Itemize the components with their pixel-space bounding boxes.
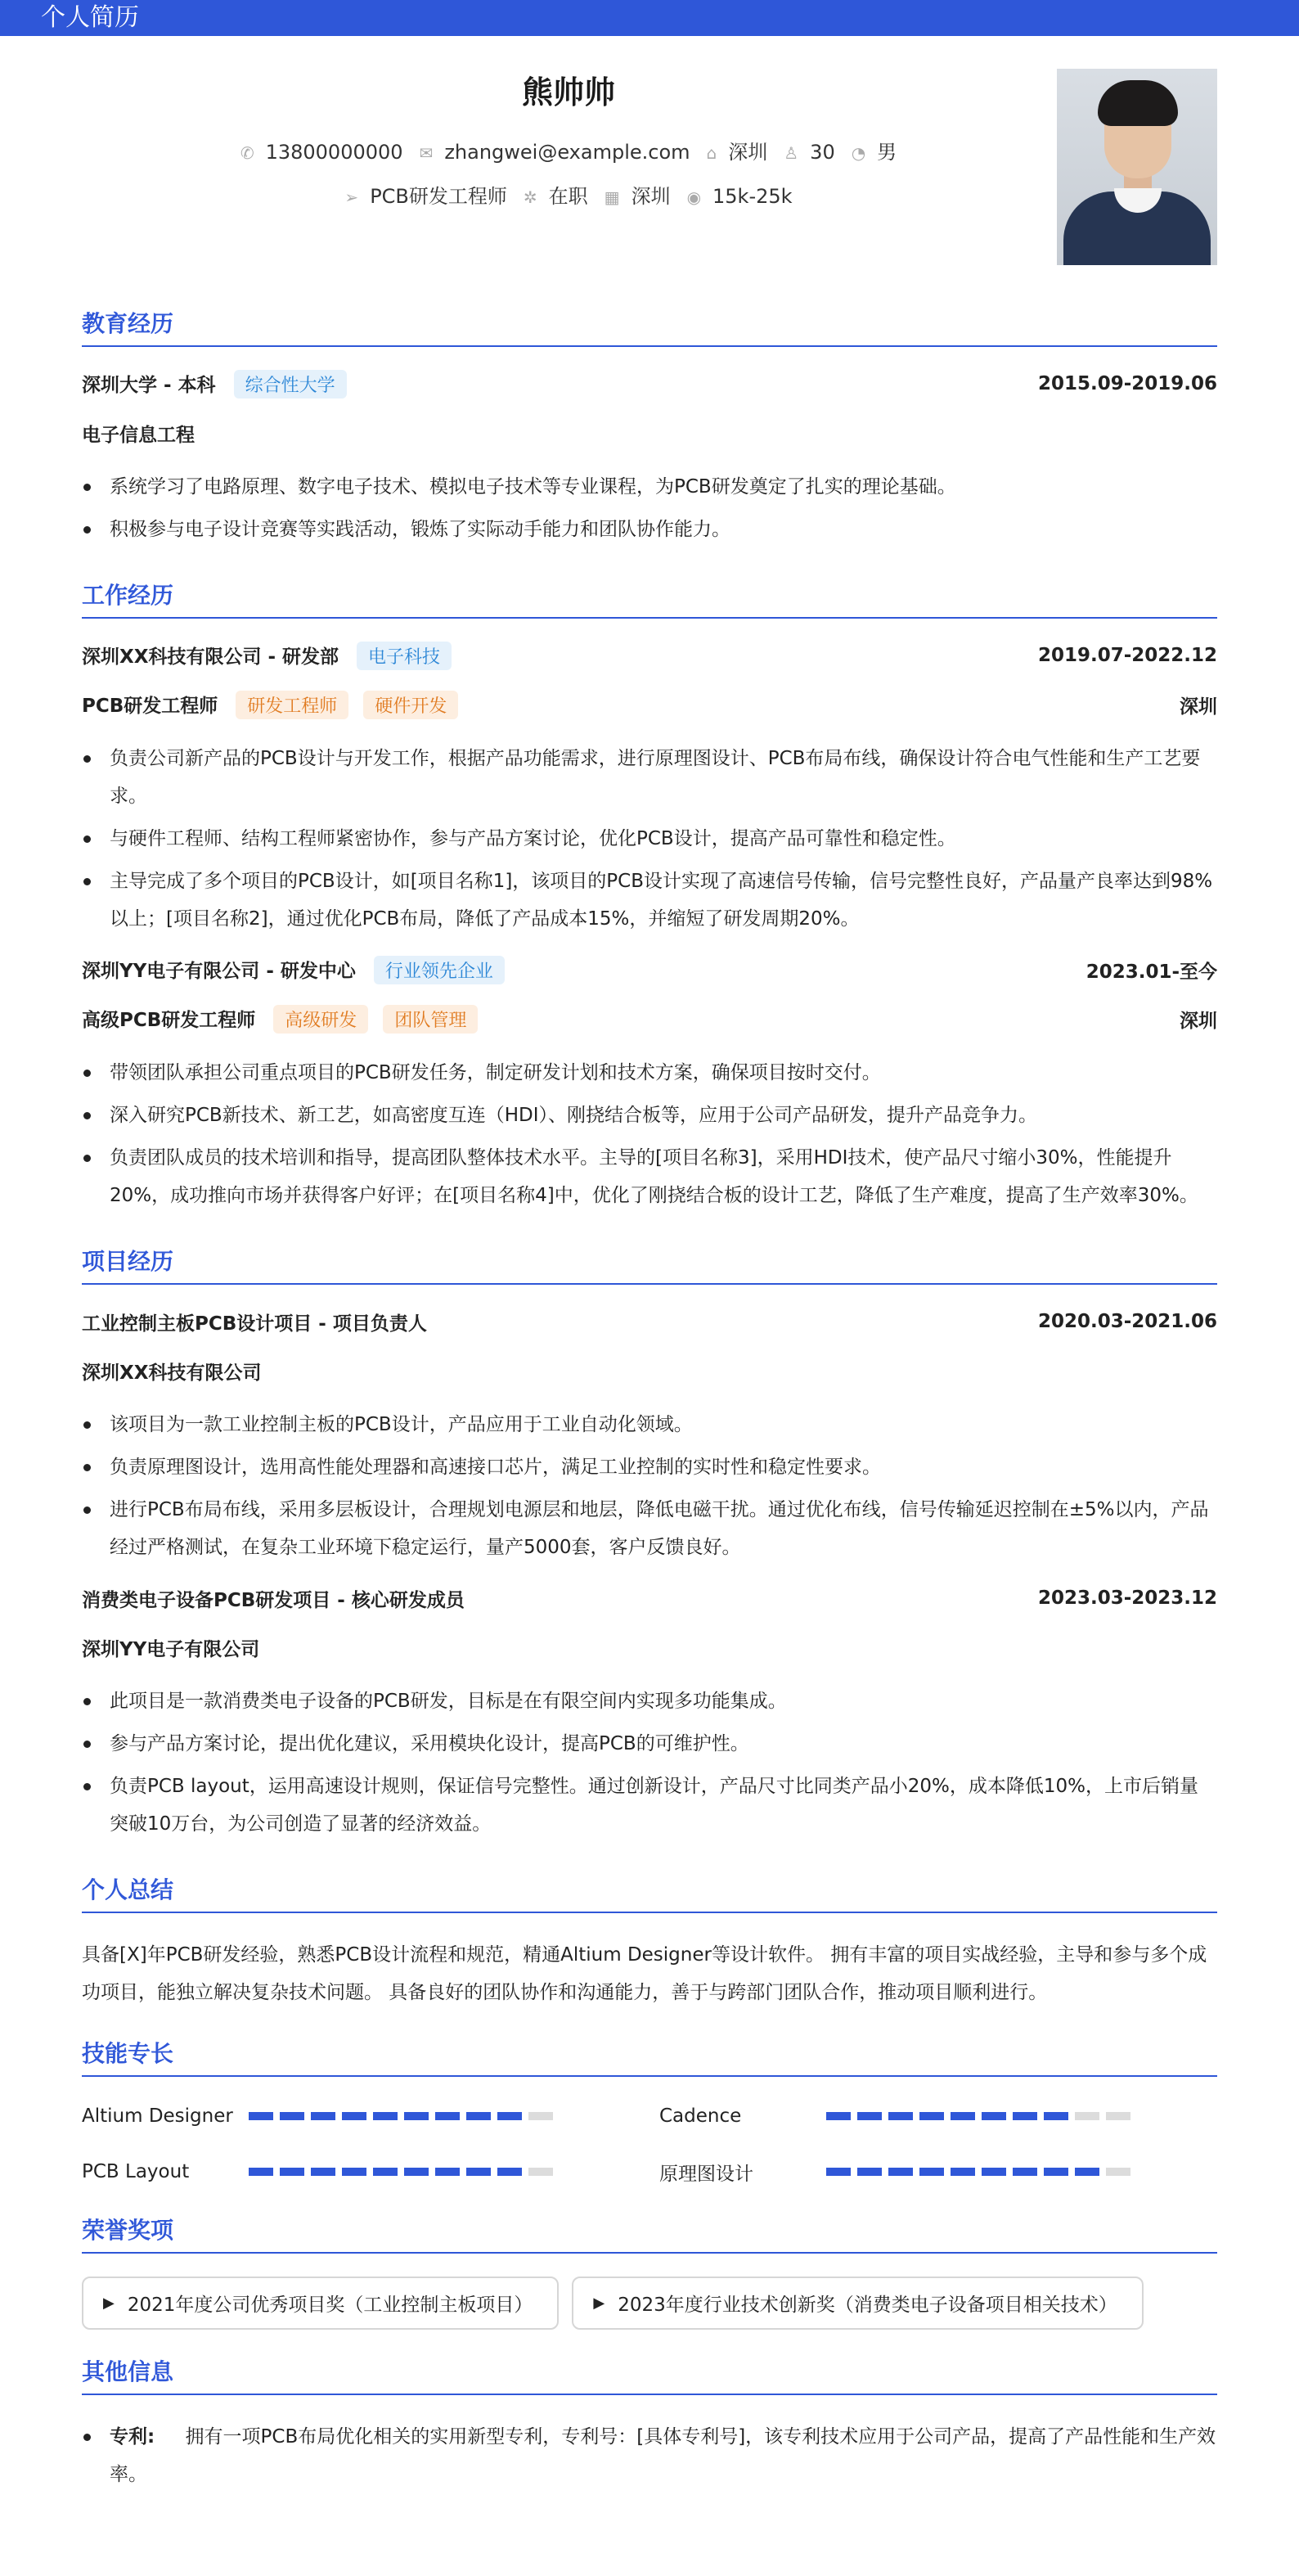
gender-icon: ◔: [851, 143, 866, 163]
school-tag: 综合性大学: [234, 370, 347, 399]
job-duties-list: [82, 1054, 1217, 1214]
info-item: [240, 141, 403, 164]
skill-name: Altium Designer: [82, 2105, 233, 2127]
skill-item: [82, 2100, 659, 2132]
skill-level-bar: [249, 2112, 553, 2120]
info-text: 30: [810, 141, 835, 164]
job-city: 深圳: [1180, 696, 1217, 718]
skill-item: [659, 2100, 1217, 2132]
projects-section: [82, 1244, 1217, 1843]
skill-segment: [497, 2168, 522, 2176]
skill-segment: [888, 2112, 913, 2120]
skill-segment: [1013, 2168, 1037, 2176]
patent-text: 拥有一项PCB布局优化相关的实用新型专利，专利号：[具体专利号]，该专利技术应用于公司产品，提高了产品性能和生产效率。: [110, 2426, 1216, 2485]
send-icon: ➢: [344, 187, 359, 207]
info-item: [524, 180, 588, 209]
section-title: 荣誉奖项: [82, 2213, 1217, 2254]
info-item: [420, 141, 690, 164]
skill-segment: [466, 2112, 491, 2120]
job-position-row: [82, 1005, 1217, 1033]
list-item: 负责公司新产品的PCB设计与开发工作，根据产品功能需求，进行原理图设计、PCB布局布线，确保设计符合电气性能和生产工艺要求。: [82, 740, 1217, 815]
skill-segment: [435, 2112, 460, 2120]
info-item: [707, 136, 768, 164]
project-company-row: [82, 1633, 1217, 1661]
skill-segment: [497, 2112, 522, 2120]
skill-level-bar: [826, 2168, 1130, 2176]
info-text: 男: [877, 141, 897, 164]
skill-segment: [373, 2168, 398, 2176]
skill-segment: [919, 2112, 944, 2120]
award-item: [82, 2277, 559, 2330]
list-item: 负责原理图设计，选用高性能处理器和高速接口芯片，满足工业控制的实时性和稳定性要求。: [82, 1448, 1217, 1486]
project-entry: [82, 1584, 1217, 1843]
skill-name: Cadence: [659, 2105, 742, 2127]
award-item: [572, 2277, 1143, 2330]
info-text: 15k-25k: [712, 185, 793, 208]
skill-item: [82, 2155, 659, 2188]
skill-segment: [435, 2168, 460, 2176]
list-item: [82, 2418, 1217, 2493]
skill-segment: [1075, 2168, 1099, 2176]
summary-section: [82, 1872, 1217, 2011]
company-name: 深圳YY电子有限公司 - 研发中心: [82, 960, 356, 982]
profile-photo: [1057, 69, 1217, 265]
project-company: 深圳XX科技有限公司: [82, 1362, 262, 1384]
school-name: 深圳大学 - 本科: [82, 374, 216, 396]
company-tag: 行业领先企业: [374, 956, 505, 984]
job-entry: [82, 642, 1217, 938]
section-title: 项目经历: [82, 1244, 1217, 1285]
position-tag: 硬件开发: [363, 691, 458, 719]
info-text: 深圳: [728, 141, 768, 164]
mail-icon: ✉: [419, 143, 434, 163]
skill-segment: [280, 2168, 304, 2176]
skill-segment: [528, 2168, 553, 2176]
list-item: 进行PCB布局布线，采用多层板设计，合理规划电源层和地层，降低电磁干扰。通过优化布线，信号传输延迟控制在±5%以内，产品经过严格测试，在复杂工业环境下稳定运行，量产5000套，客户反馈良好。: [82, 1491, 1217, 1566]
skill-segment: [280, 2112, 304, 2120]
position-tag: 高级研发: [273, 1005, 368, 1034]
job-duties-list: [82, 740, 1217, 938]
skill-segment: [342, 2168, 366, 2176]
project-row: [82, 1584, 1217, 1612]
project-entry: [82, 1308, 1217, 1566]
skill-segment: [888, 2168, 913, 2176]
list-item: 该项目为一款工业控制主板的PCB设计，产品应用于工业自动化领域。: [82, 1406, 1217, 1443]
education-section: [82, 306, 1217, 548]
info-text: zhangwei@example.com: [444, 141, 690, 164]
skill-segment: [342, 2112, 366, 2120]
list-item: 此项目是一款消费类电子设备的PCB研发，目标是在有限空间内实现多功能集成。: [82, 1682, 1217, 1720]
section-title: 个人总结: [82, 1872, 1217, 1913]
triangle-icon: ▶: [593, 2295, 605, 2312]
skill-segment: [982, 2168, 1006, 2176]
skill-segment: [466, 2168, 491, 2176]
work-section: [82, 578, 1217, 1214]
project-company-row: [82, 1357, 1217, 1385]
info-item: [852, 136, 897, 164]
info-item: [344, 180, 506, 209]
contact-row: [82, 136, 1055, 164]
skill-segment: [373, 2112, 398, 2120]
info-text: PCB研发工程师: [370, 185, 507, 208]
info-text: 13800000000: [265, 141, 403, 164]
skill-segment: [857, 2168, 882, 2176]
resume-title: 个人简历: [41, 3, 139, 32]
position-name: 高级PCB研发工程师: [82, 1009, 256, 1031]
list-item: 积极参与电子设计竞赛等实践活动，锻炼了实际动手能力和团队协作能力。: [82, 511, 1217, 548]
summary-text: 具备[X]年PCB研发经验，熟悉PCB设计流程和规范，精通Altium Designer等设计软件。 拥有丰富的项目实战经验，主导和参与多个成功项目，能独立解决复杂技术问题。 具备良好的团队协作和沟通能力，善于与跨部门团队合作，推动项目顺利进行。: [82, 1944, 1207, 2003]
skill-segment: [528, 2112, 553, 2120]
honors-section: [82, 2213, 1217, 2330]
skill-segment: [311, 2112, 335, 2120]
age-icon: ♙: [784, 143, 799, 163]
info-text: 在职: [548, 185, 588, 208]
skill-segment: [1044, 2112, 1068, 2120]
skill-segment: [951, 2112, 975, 2120]
skill-segment: [1044, 2168, 1068, 2176]
major-row: [82, 419, 1217, 447]
skill-segment: [249, 2112, 273, 2120]
list-item: 带领团队承担公司重点项目的PCB研发任务，制定研发计划和技术方案，确保项目按时交付。: [82, 1054, 1217, 1092]
skill-segment: [249, 2168, 273, 2176]
skill-level-bar: [826, 2112, 1130, 2120]
skill-segment: [826, 2168, 851, 2176]
status-icon: ✲: [523, 187, 537, 207]
info-item: [784, 141, 834, 164]
info-item: [605, 180, 671, 209]
project-list: [82, 1682, 1217, 1843]
section-title: 教育经历: [82, 306, 1217, 347]
company-name: 深圳XX科技有限公司 - 研发部: [82, 646, 339, 668]
skills-grid: [82, 2100, 1217, 2188]
building-icon: ▦: [604, 187, 620, 207]
job-date: 2023.01-至今: [1085, 961, 1217, 983]
awards-list: [82, 2277, 1217, 2330]
job-position-row: [82, 691, 1217, 718]
job-entry: [82, 956, 1217, 1214]
project-name: 消费类电子设备PCB研发项目 - 核心研发成员: [82, 1589, 465, 1611]
skill-segment: [404, 2168, 429, 2176]
education-row: [82, 370, 1217, 398]
list-item: 主导完成了多个项目的PCB设计，如[项目名称1]，该项目的PCB设计实现了高速信号传输，信号完整性良好，产品量产良率达到98%以上；[项目名称2]，通过优化PCB布局，降低了产品成本15%，并缩短了研发周期20%。: [82, 862, 1217, 938]
skill-segment: [919, 2168, 944, 2176]
skill-level-bar: [249, 2168, 553, 2176]
position-name: PCB研发工程师: [82, 695, 218, 717]
salary-icon: ◉: [686, 187, 702, 207]
candidate-name: 熊帅帅: [521, 74, 615, 110]
section-title: 工作经历: [82, 578, 1217, 619]
skill-segment: [951, 2168, 975, 2176]
award-text: 2021年度公司优秀项目奖（工业控制主板项目）: [127, 2295, 533, 2316]
patent-label: 专利:: [110, 2426, 155, 2448]
other-section: [82, 2354, 1217, 2493]
section-title: 其他信息: [82, 2354, 1217, 2395]
top-title-bar: [0, 0, 1299, 36]
education-list: [82, 468, 1217, 548]
list-item: 系统学习了电路原理、数字电子技术、模拟电子技术等专业课程，为PCB研发奠定了扎实的理论基础。: [82, 468, 1217, 506]
position-tag: 研发工程师: [236, 691, 348, 719]
resume-page: [82, 36, 1217, 2498]
skill-segment: [1075, 2112, 1099, 2120]
list-item: 参与产品方案讨论，提出优化建议，采用模块化设计，提高PCB的可维护性。: [82, 1725, 1217, 1763]
job-company-row: [82, 642, 1217, 669]
triangle-icon: ▶: [103, 2295, 115, 2312]
skill-segment: [857, 2112, 882, 2120]
skill-segment: [1106, 2112, 1130, 2120]
job-city: 深圳: [1180, 1010, 1217, 1032]
skill-segment: [404, 2112, 429, 2120]
skill-segment: [826, 2112, 851, 2120]
skill-segment: [1106, 2168, 1130, 2176]
project-date: 2023.03-2023.12: [1037, 1587, 1217, 1609]
info-item: [687, 185, 793, 208]
project-date: 2020.03-2021.06: [1037, 1311, 1217, 1332]
skill-name: 原理图设计: [659, 2163, 753, 2185]
phone-icon: ✆: [240, 143, 254, 163]
skill-item: [659, 2155, 1217, 2188]
profile-header: [82, 36, 1217, 281]
skill-segment: [311, 2168, 335, 2176]
skill-segment: [982, 2112, 1006, 2120]
company-tag: 电子科技: [357, 642, 452, 670]
job-date: 2019.07-2022.12: [1037, 645, 1217, 666]
project-list: [82, 1406, 1217, 1566]
other-list: [82, 2418, 1217, 2493]
education-date: 2015.09-2019.06: [1037, 373, 1217, 394]
project-name: 工业控制主板PCB设计项目 - 项目负责人: [82, 1313, 427, 1335]
list-item: 深入研究PCB新技术、新工艺，如高密度互连（HDI）、刚挠结合板等，应用于公司产品研发，提升产品竞争力。: [82, 1097, 1217, 1134]
project-company: 深圳YY电子有限公司: [82, 1638, 260, 1660]
project-row: [82, 1308, 1217, 1335]
skills-section: [82, 2036, 1217, 2188]
list-item: 负责团队成员的技术培训和指导，提高团队整体技术水平。主导的[项目名称3]，采用HDI技术，使产品尺寸缩小30%，性能提升20%，成功推向市场并获得客户好评；在[项目名称4]中，优化了刚挠结合板的设计工艺，降低了生产难度，提高了生产效率30%。: [82, 1139, 1217, 1214]
award-text: 2023年度行业技术创新奖（消费类电子设备项目相关技术）: [618, 2295, 1117, 2316]
home-icon: ⌂: [706, 143, 717, 163]
list-item: 负责PCB layout，运用高速设计规则，保证信号完整性。通过创新设计，产品尺寸比同类产品小20%，成本降低10%，上市后销量突破10万台，为公司创造了显著的经济效益。: [82, 1768, 1217, 1843]
job-company-row: [82, 956, 1217, 984]
skill-name: PCB Layout: [82, 2161, 190, 2182]
section-title: 技能专长: [82, 2036, 1217, 2077]
major-name: 电子信息工程: [82, 424, 195, 446]
list-item: 与硬件工程师、结构工程师紧密协作，参与产品方案讨论，优化PCB设计，提高产品可靠性和稳定性。: [82, 820, 1217, 858]
position-tag: 团队管理: [383, 1005, 478, 1034]
job-info-row: [82, 180, 1055, 209]
skill-segment: [1013, 2112, 1037, 2120]
info-text: 深圳: [631, 185, 671, 208]
